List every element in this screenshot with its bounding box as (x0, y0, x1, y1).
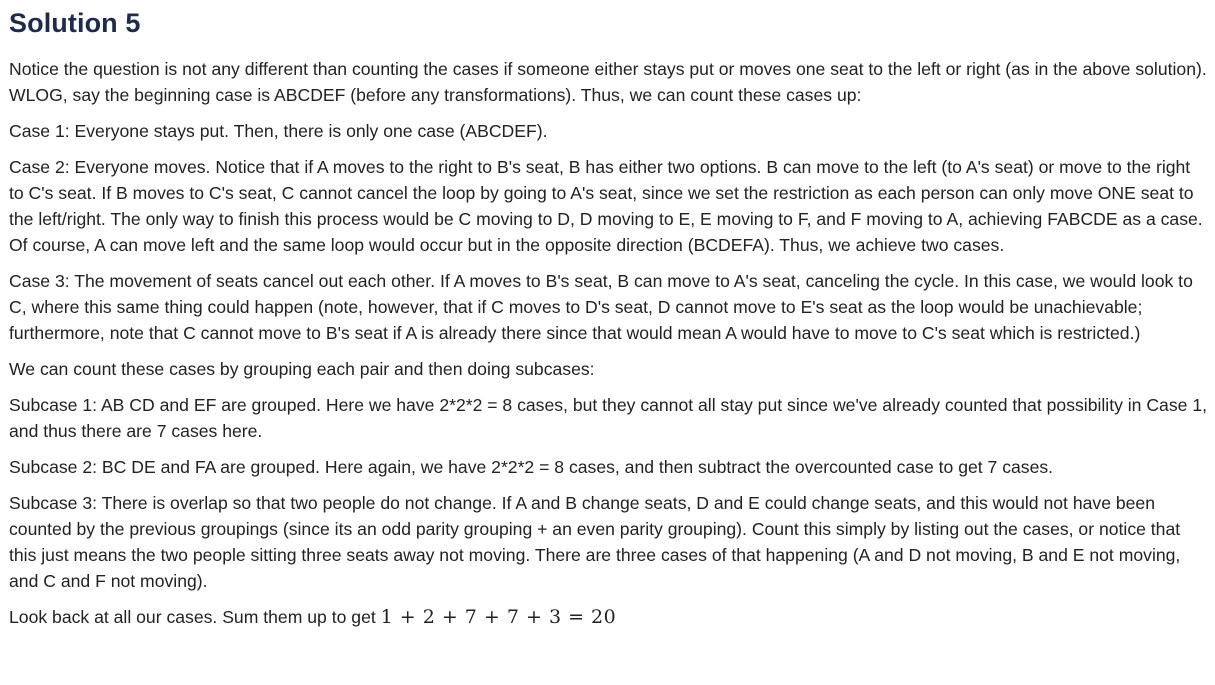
subcase-1-paragraph: Subcase 1: AB CD and EF are grouped. Here we have 2*2*2 = 8 cases, but they cannot all stay put since we've already counted that possibility in Case 1, and thus there are 7 cases here. (9, 395, 1207, 441)
final-text: Look back at all our cases. Sum them up to get (9, 607, 381, 627)
solution-content (9, 0, 1209, 630)
subcase-2-paragraph: Subcase 2: BC DE and FA are grouped. Here again, we have 2*2*2 = 8 cases, and then subtract the overcounted case to get 7 cases. (9, 457, 1054, 477)
case-2-paragraph: Case 2: Everyone moves. Notice that if A moves to the right to B's seat, B has either two options. B can move to the left (to A's seat) or move to the right to C's seat. If B moves to C's seat, C cannot cancel the loop by going to A's seat, since we set the restriction as each person can only move ONE seat to the left/right. The only way to finish this process would be C moving to D, D moving to E, E moving to F, and F moving to A, achieving FABCDE as a case. Of course, A can move left and the same loop would occur but in the opposite direction (BCDEFA). Thus, we achieve two cases. (9, 157, 1203, 255)
grouping-paragraph: We can count these cases by grouping each pair and then doing subcases: (9, 359, 595, 379)
final-equation: 1 + 2 + 7 + 7 + 3 = 20 (380, 606, 617, 628)
solution-heading: Solution 5 (9, 8, 141, 38)
intro-paragraph: Notice the question is not any different than counting the cases if someone either stays put or moves one seat to the left or right (as in the above solution). WLOG, say the beginning case is ABCDEF (before any transformations). Thus, we can count these cases up: (9, 59, 1207, 105)
final-paragraph (9, 604, 1209, 630)
case-1-paragraph: Case 1: Everyone stays put. Then, there is only one case (ABCDEF). (9, 121, 548, 141)
case-3-paragraph: Case 3: The movement of seats cancel out each other. If A moves to B's seat, B can move to A's seat, canceling the cycle. In this case, we would look to C, where this same thing could happen (note, however, that if C moves to D's seat, D cannot move to E's seat as the loop would be unachievable; furthermore, note that C cannot move to B's seat if A is already there since that would mean A would have to move to C's seat which is restricted.) (9, 271, 1193, 343)
subcase-3-paragraph: Subcase 3: There is overlap so that two people do not change. If A and B change seats, D and E could change seats, and this would not have been counted by the previous groupings (since its an odd parity grouping + an even parity grouping). Count this simply by listing out the cases, or notice that this just means the two people sitting three seats away not moving. There are three cases of that happening (A and D not moving, B and E not moving, and C and F not moving). (9, 493, 1181, 591)
